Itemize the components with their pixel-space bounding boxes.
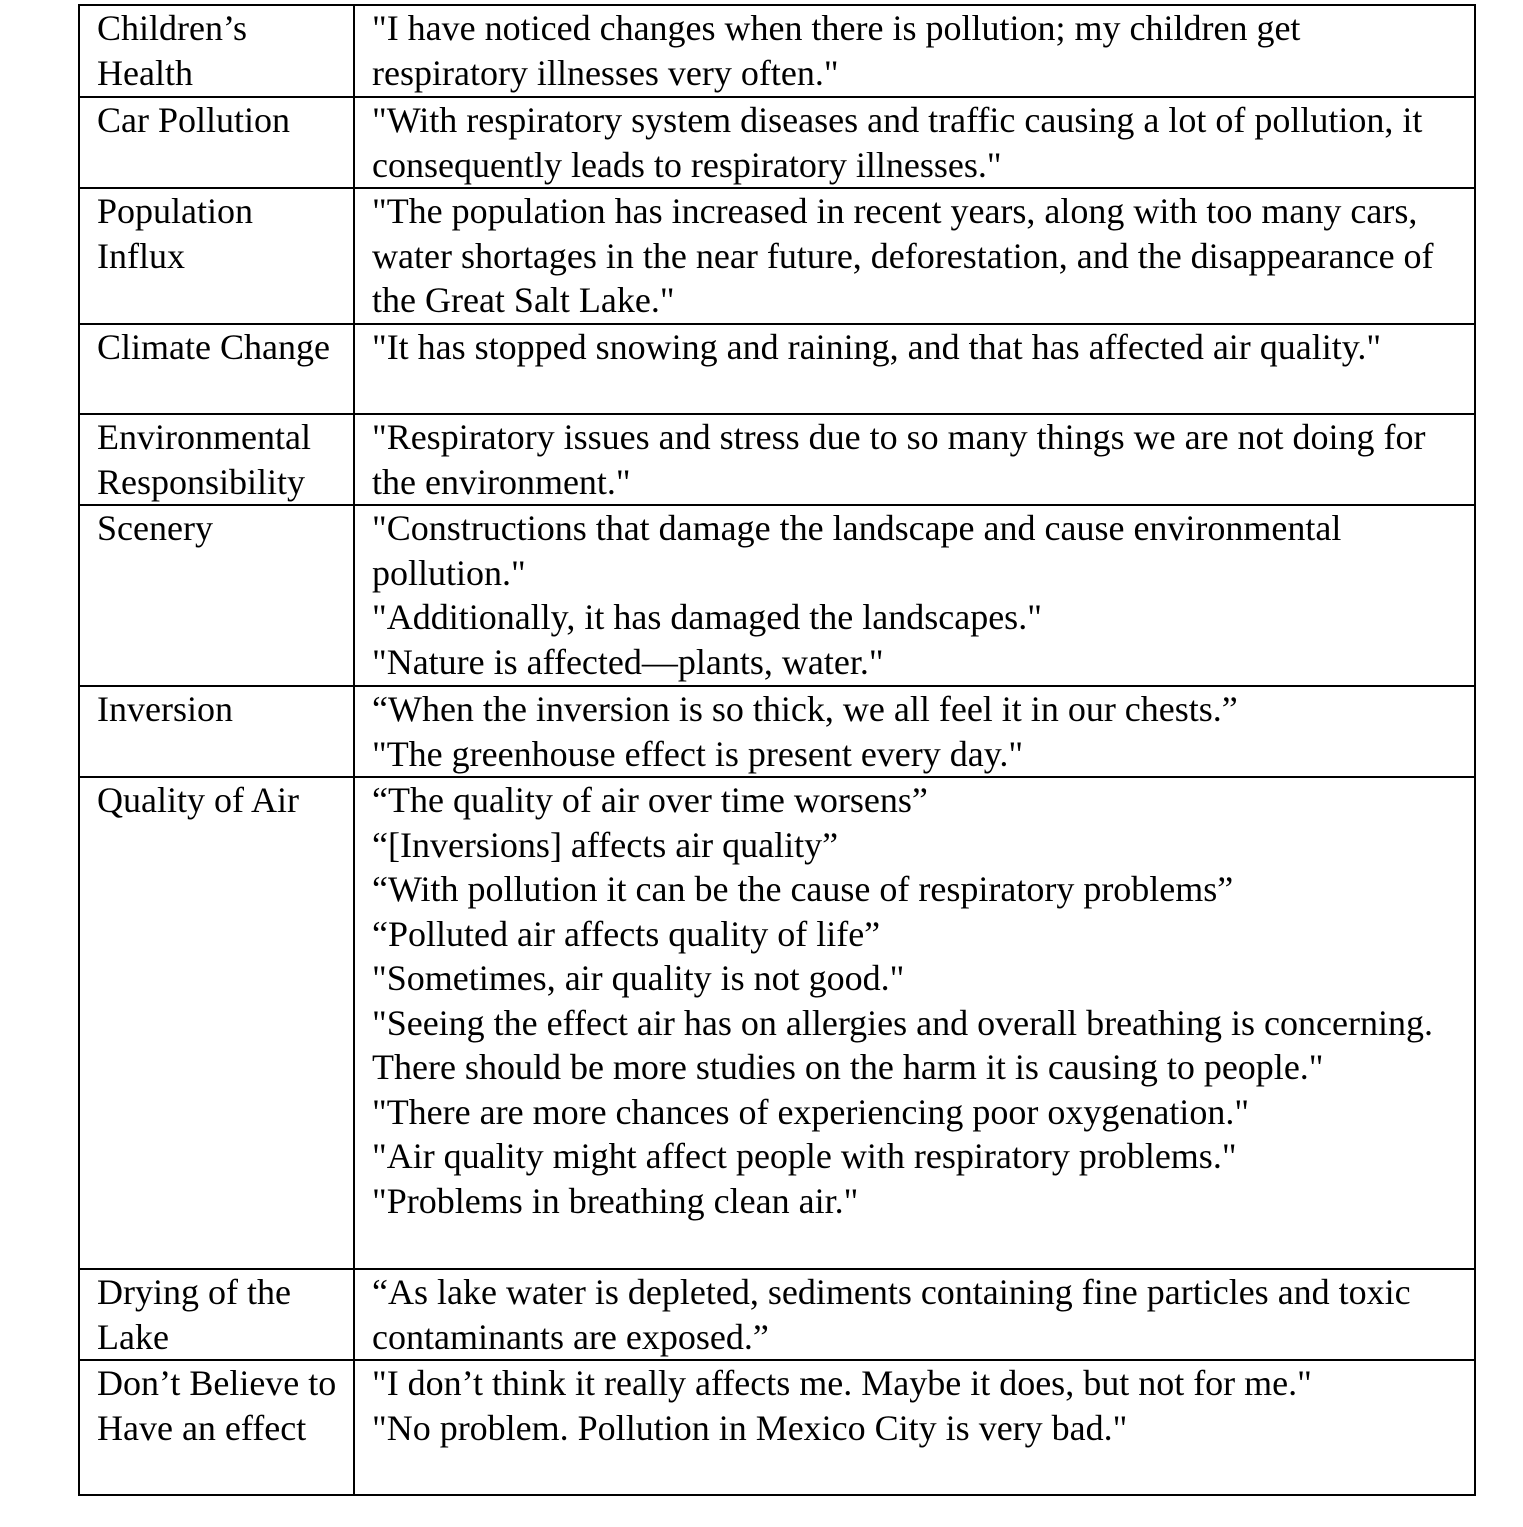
- quote-text: "There are more chances of experiencing poor oxygenation.": [372, 1091, 1250, 1132]
- quote-cell: [354, 188, 1475, 324]
- theme-cell: Scenery: [79, 505, 354, 686]
- table-row: [79, 505, 1475, 686]
- quote-text: “As lake water is depleted, sediments containing fine particles and toxic contaminants are exposed.”: [372, 1272, 1411, 1357]
- quote-text: "Sometimes, air quality is not good.": [372, 958, 905, 998]
- table-row: [79, 324, 1475, 414]
- quote-text: "No problem. Pollution in Mexico City is very bad.": [372, 1407, 1128, 1448]
- quote-text: “Polluted air affects quality of life”: [372, 913, 881, 954]
- quote-text: "Problems in breathing clean air.": [372, 1180, 859, 1221]
- quote-text: "The population has increased in recent years, along with too many cars, water shortages in the near future, deforestation, and the disappearance of the Great Salt Lake.": [372, 191, 1434, 320]
- table-body: [79, 5, 1475, 1495]
- quote-text: "The greenhouse effect is present every day.": [372, 733, 1024, 774]
- theme-cell: Inversion: [79, 686, 354, 777]
- table-row: [79, 1360, 1475, 1495]
- theme-cell: Quality of Air: [79, 777, 354, 1269]
- theme-cell: Don’t Believe to Have an effect: [79, 1360, 354, 1495]
- quote-cell: [354, 505, 1475, 686]
- quote-text: "I don’t think it really affects me. Maybe it does, but not for me.": [372, 1363, 1312, 1403]
- table-row: [79, 5, 1475, 97]
- quote-cell: [354, 5, 1475, 97]
- themes-quotes-table: [78, 4, 1476, 1496]
- quote-text: “When the inversion is so thick, we all feel it in our chests.”: [372, 689, 1238, 729]
- theme-cell: Climate Change: [79, 324, 354, 414]
- quote-cell: [354, 414, 1475, 505]
- theme-cell: Drying of the Lake: [79, 1269, 354, 1360]
- quote-cell: [354, 324, 1475, 414]
- quote-text: “The quality of air over time worsens”: [372, 780, 928, 820]
- table-row: [79, 97, 1475, 188]
- quote-text: "Seeing the effect air has on allergies and overall breathing is concerning. There should be more studies on the harm it is causing to people.": [372, 1002, 1433, 1087]
- table-row: [79, 686, 1475, 777]
- theme-cell: Environmental Responsibility: [79, 414, 354, 505]
- quote-cell: [354, 777, 1475, 1269]
- quote-text: "Additionally, it has damaged the landscapes.": [372, 597, 1042, 637]
- quote-cell: [354, 97, 1475, 188]
- quote-text: "Nature is affected—plants, water.": [372, 641, 884, 682]
- quote-text: "I have noticed changes when there is pollution; my children get respiratory illnesses very often.": [372, 8, 1301, 93]
- quote-text: “[Inversions] affects air quality”: [372, 824, 839, 865]
- table-row: [79, 1269, 1475, 1360]
- table-row: [79, 777, 1475, 1269]
- quote-text: "Respiratory issues and stress due to so many things we are not doing for the environment.": [372, 417, 1426, 502]
- quote-cell: [354, 1269, 1475, 1360]
- quote-text: “With pollution it can be the cause of respiratory problems”: [372, 869, 1234, 909]
- quote-cell: [354, 1360, 1475, 1495]
- table-row: [79, 414, 1475, 505]
- quote-text: "Air quality might affect people with respiratory problems.": [372, 1136, 1237, 1176]
- theme-cell: Population Influx: [79, 188, 354, 324]
- quote-cell: [354, 686, 1475, 777]
- table-row: [79, 188, 1475, 324]
- quote-text: "It has stopped snowing and raining, and that has affected air quality.": [372, 327, 1382, 367]
- theme-cell: Car Pollution: [79, 97, 354, 188]
- quote-text: "With respiratory system diseases and traffic causing a lot of pollution, it consequently leads to respiratory illnesses.": [372, 100, 1423, 185]
- quote-text: "Constructions that damage the landscape and cause environmental pollution.": [372, 508, 1342, 593]
- theme-cell: Children’s Health: [79, 5, 354, 97]
